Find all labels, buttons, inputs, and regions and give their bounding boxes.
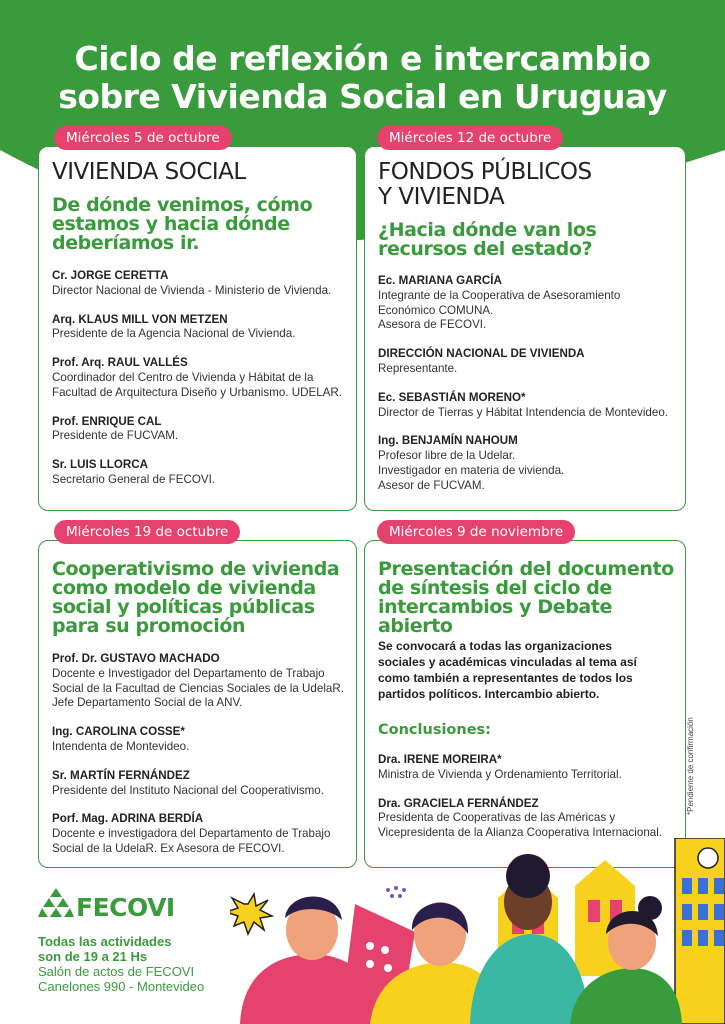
session-subtitle: Presentación del documento de síntesis del ciclo de intercambios y Debate abierto (378, 558, 674, 637)
speaker: Porf. Mag. ADRINA BERDÍA Docente e investigadora del Departamento de Trabajo Social de la UdelaR. Ex Asesora de FECOVI. (52, 812, 331, 855)
fecovi-logo-text: FECOVI (76, 893, 175, 922)
session-subtitle: Cooperativismo de vivienda como modelo de vivienda social y políticas públicas para su promoción (52, 558, 340, 637)
speaker: Cr. JORGE CERETTA Director Nacional de Vivienda - Ministerio de Vivienda. (52, 269, 332, 297)
speaker: Dra. IRENE MOREIRA* Ministra de Vivienda y Ordenamiento Territorial. (378, 753, 622, 781)
speaker: Dra. GRACIELA FERNÁNDEZ Presidenta de Cooperativas de las Américas y Vicepresidenta de la Alianza Cooperativa Internacional. (378, 796, 663, 840)
speaker: Arq. KLAUS MILL VON METZEN Presidente de la Agencia Nacional de Vivienda. (52, 312, 296, 341)
conclusions-label: Conclusiones: (378, 722, 491, 738)
confirmation-note: *Pendiente de confirmación (686, 717, 695, 815)
page-title (0, 40, 725, 116)
speaker: Ing. BENJAMÍN NAHOUM Profesor libre de la Udelar. Investigador en materia de vivienda. Asesor de FUCVAM. (378, 434, 565, 492)
sun-icon (230, 894, 272, 934)
title-line-1: Ciclo de reflexión e intercambio (74, 39, 651, 78)
speaker: Ec. SEBASTIÁN MORENO* Director de Tierras y Hábitat Intendencia de Montevideo. (378, 390, 668, 419)
session-date-badge: Miércoles 12 de octubre (377, 126, 563, 150)
speaker-list (52, 269, 352, 502)
session-heading: VIVIENDA SOCIAL (52, 159, 246, 185)
session-date-badge: Miércoles 19 de octubre (54, 520, 240, 544)
session-subtitle: De dónde venimos, cómo estamos y hacia dónde deberíamos ir. (52, 194, 313, 254)
fecovi-logo-icon (38, 888, 74, 920)
speaker: DIRECCIÓN NACIONAL DE VIVIENDA Representante. (378, 347, 585, 375)
speaker-list (378, 274, 683, 508)
speaker: Prof. ENRIQUE CAL Presidente de FUCVAM. (52, 414, 179, 443)
session-description: Se convocará a todas las organizaciones sociales y académicas vinculadas al tema así como también a representantes de todos los partidos políticos. Intercambio abierto. (378, 639, 637, 701)
speaker: Sr. LUIS LLORCA Secretario General de FECOVI. (52, 458, 216, 486)
speaker: Prof. Dr. GUSTAVO MACHADO Docente e Investigador del Departamento de Trabajo Social de la Facultad de Ciencias Sociales de la UdelaR. Jefe Departamento Social de la ANV. (52, 652, 344, 710)
event-info: Todas las actividades son de 19 a 21 Hs Salón de actos de FECOVI Canelones 990 - Montevideo (38, 934, 205, 994)
session-date-badge: Miércoles 9 de noviembre (377, 520, 575, 544)
session-subtitle: ¿Hacia dónde van los recursos del estado? (378, 219, 597, 260)
community-illustration (230, 838, 725, 1024)
speaker: Sr. MARTÍN FERNÁNDEZ Presidente del Instituto Nacional del Cooperativismo. (52, 768, 324, 797)
speaker: Ec. MARIANA GARCÍA Integrante de la Cooperativa de Asesoramiento Económico COMUNA. Asesora de FECOVI. (378, 274, 621, 332)
title-line-2: sobre Vivienda Social en Uruguay (58, 77, 667, 116)
speaker: Ing. CAROLINA COSSE* Intendenta de Montevideo. (52, 725, 190, 753)
speaker: Prof. Arq. RAUL VALLÉS Coordinador del Centro de Vivienda y Hábitat de la Facultad de Arquitectura Diseño y Urbanismo. UDELAR. (52, 356, 342, 399)
session-heading: FONDOS PÚBLICOS Y VIVIENDA (378, 159, 592, 210)
session-date-badge: Miércoles 5 de octubre (54, 126, 232, 150)
